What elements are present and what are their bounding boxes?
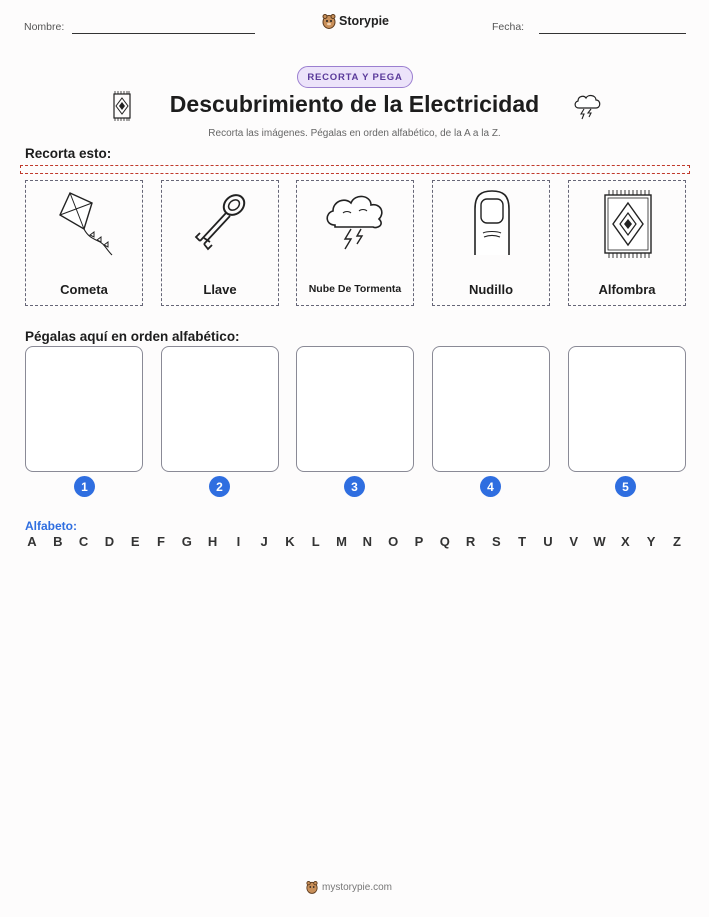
cut-section-label: Recorta esto: bbox=[25, 146, 112, 161]
date-label: Fecha: bbox=[492, 21, 525, 33]
paste-box-5[interactable] bbox=[568, 346, 686, 472]
instructions: Recorta las imágenes. Pégalas en orden alfabético, de la A a la Z. bbox=[208, 128, 501, 139]
alphabet-letter: P bbox=[414, 534, 424, 549]
alphabet-letter: V bbox=[569, 534, 579, 549]
activity-badge: RECORTA Y PEGA bbox=[297, 66, 413, 88]
alphabet-letter: F bbox=[157, 534, 165, 549]
page-title: Descubrimiento de la Electricidad bbox=[169, 91, 540, 117]
name-field[interactable] bbox=[72, 33, 255, 34]
paste-box-2[interactable] bbox=[161, 346, 279, 472]
alphabet-letter: E bbox=[130, 534, 140, 549]
card-label: Alfombra bbox=[598, 282, 656, 297]
cut-line bbox=[20, 165, 690, 174]
card-label: Cometa bbox=[60, 282, 108, 297]
key-icon bbox=[186, 189, 256, 259]
alphabet-letter: C bbox=[78, 534, 89, 549]
cut-card-cometa[interactable] bbox=[25, 180, 143, 306]
number-badge-2: 2 bbox=[209, 476, 230, 497]
card-label: Nube De Tormenta bbox=[308, 283, 402, 295]
paste-section-label: Pégalas aquí en orden alfabético: bbox=[25, 329, 240, 344]
alphabet-letter: W bbox=[593, 534, 606, 549]
alphabet-letter: Z bbox=[672, 534, 681, 549]
date-field[interactable] bbox=[539, 33, 686, 34]
card-label: Nudillo bbox=[468, 282, 514, 297]
number-badge-1: 1 bbox=[74, 476, 95, 497]
number-badge-3: 3 bbox=[344, 476, 365, 497]
number-badge-4: 4 bbox=[480, 476, 501, 497]
alphabet-label: Alfabeto: bbox=[25, 519, 77, 533]
alphabet-letter: R bbox=[465, 534, 476, 549]
storypie-mascot-icon bbox=[306, 880, 318, 894]
alphabet-letter: A bbox=[27, 534, 37, 549]
alphabet-letter: T bbox=[518, 534, 527, 549]
footer bbox=[306, 880, 392, 894]
alphabet-letter: O bbox=[388, 534, 399, 549]
alphabet-letter: S bbox=[492, 534, 501, 549]
alphabet-letter: Q bbox=[439, 534, 450, 549]
alphabet-letter: I bbox=[236, 534, 241, 549]
alphabet-letter: M bbox=[336, 534, 347, 549]
paste-box-4[interactable] bbox=[432, 346, 550, 472]
knuckle-icon bbox=[457, 189, 527, 259]
paste-box-3[interactable] bbox=[296, 346, 414, 472]
footer-url[interactable]: mystorypie.com bbox=[322, 881, 393, 893]
paste-box-1[interactable] bbox=[25, 346, 143, 472]
cut-card-nudillo[interactable] bbox=[432, 180, 550, 306]
alphabet-letter: U bbox=[543, 534, 553, 549]
alphabet-row bbox=[25, 534, 684, 549]
alphabet-letter: K bbox=[285, 534, 295, 549]
cut-card-alfombra[interactable] bbox=[568, 180, 686, 306]
alphabet-letter: B bbox=[53, 534, 63, 549]
alphabet-letter: H bbox=[207, 534, 218, 549]
alphabet-letter: D bbox=[104, 534, 115, 549]
alphabet-letter: N bbox=[362, 534, 373, 549]
alphabet-letter: Y bbox=[646, 534, 656, 549]
number-badge-5: 5 bbox=[615, 476, 636, 497]
alphabet-letter: J bbox=[260, 534, 268, 549]
kite-icon bbox=[50, 189, 120, 259]
card-label: Llave bbox=[203, 282, 237, 297]
storypie-logo bbox=[322, 13, 389, 29]
storm-cloud-icon bbox=[321, 189, 391, 259]
rug-icon bbox=[593, 189, 663, 259]
cut-card-nube-de-tormenta[interactable] bbox=[296, 180, 414, 306]
cut-card-llave[interactable] bbox=[161, 180, 279, 306]
storm-cloud-icon bbox=[572, 92, 602, 120]
brand-name: Storypie bbox=[339, 14, 390, 28]
name-label: Nombre: bbox=[24, 21, 65, 33]
storypie-mascot-icon bbox=[322, 13, 336, 29]
alphabet-letter: L bbox=[311, 534, 320, 549]
alphabet-letter: X bbox=[620, 534, 630, 549]
alphabet-letter: G bbox=[181, 534, 192, 549]
